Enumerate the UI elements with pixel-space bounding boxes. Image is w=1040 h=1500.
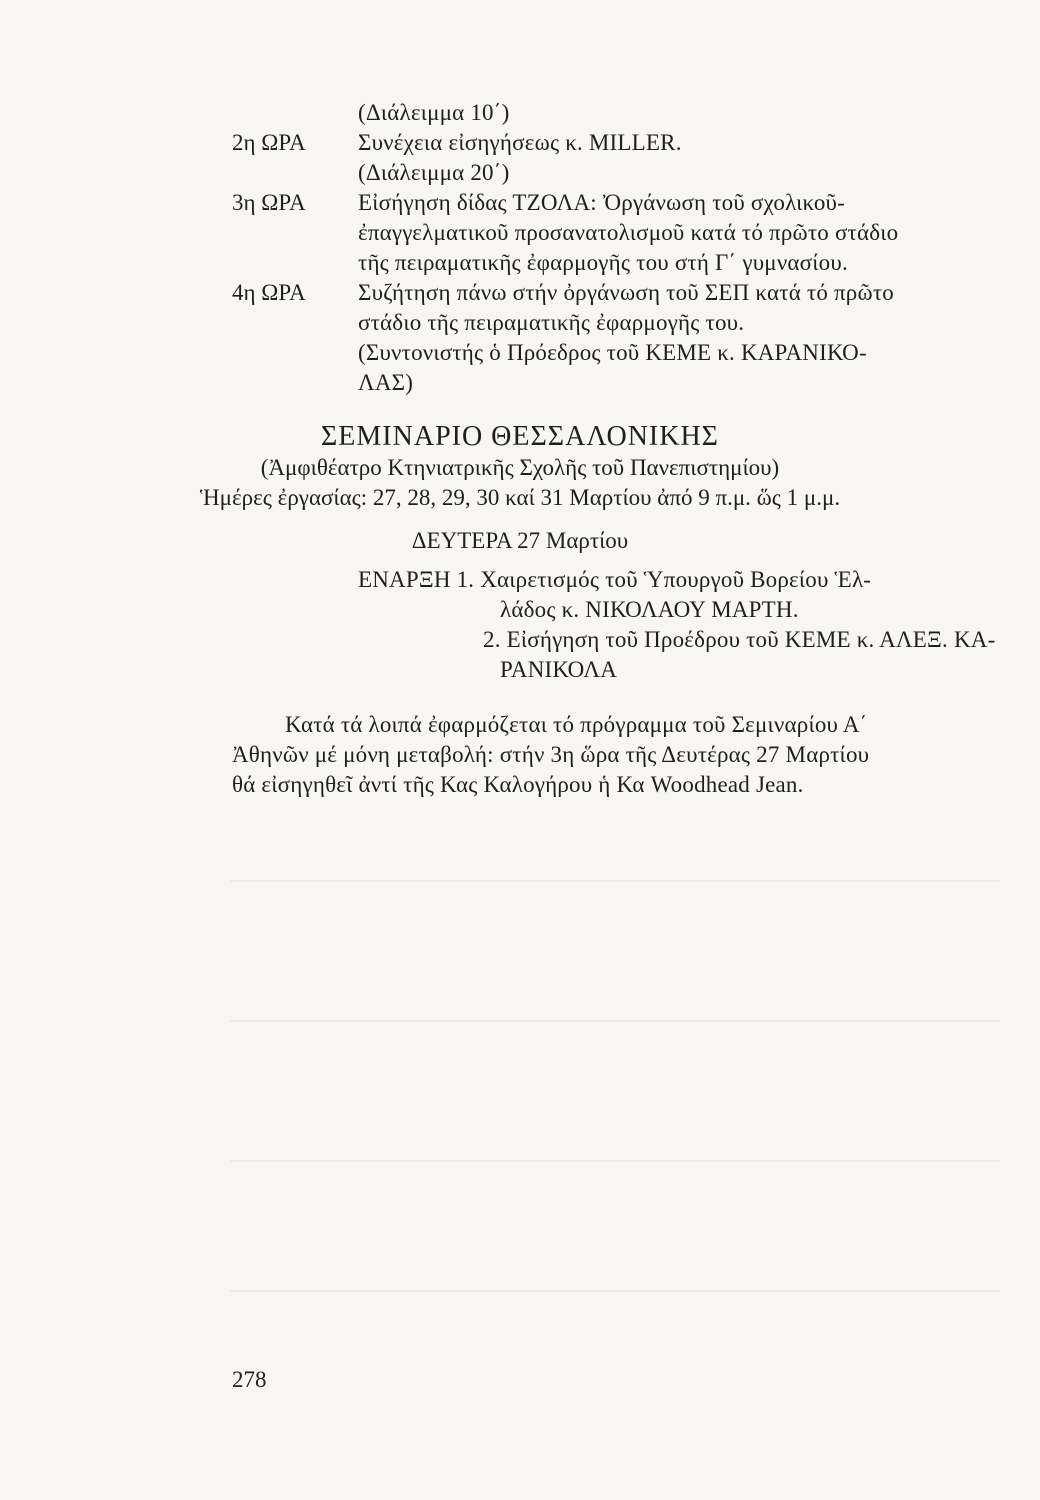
schedule-break-20: (Διάλειμμα 20΄) <box>358 160 510 185</box>
seminar-days: Ἡμέρες ἐργασίας: 27, 28, 29, 30 καί 31 Μαρτίου ἀπό 9 π.μ. ὥς 1 μ.μ. <box>199 485 841 510</box>
schedule-hour-3-text-cont2: τῆς πειραματικῆς ἐφαρμογῆς του στή Γ΄ γυμνασίου. <box>358 250 848 275</box>
opening-item-1: ΕΝΑΡΞΗ 1. Χαιρετισμός τοῦ Ὑπουργοῦ Βορείου Ἑλ- <box>358 567 872 592</box>
note-line-1: Κατά τά λοιπά ἐφαρμόζεται τό πρόγραμμα τοῦ Σεμιναρίου Α΄ <box>285 712 868 737</box>
show-through-texture <box>230 1020 1000 1022</box>
opening-item-2-cont: ΡΑΝΙΚΟΛΑ <box>500 657 618 682</box>
note-line-3: θά εἰσηγηθεῖ ἀντί τῆς Κας Καλογήρου ἡ Κα Woodhead Jean. <box>232 772 804 797</box>
schedule-coordinator-cont: ΛΑΣ) <box>358 370 414 395</box>
seminar-title: ΣΕΜΙΝΑΡΙΟ ΘΕΣΣΑΛΟΝΙΚΗΣ <box>321 421 719 452</box>
show-through-texture <box>230 1160 1000 1162</box>
hour-label-2: 2η ΩΡΑ <box>232 130 306 155</box>
schedule-hour-4-text-cont1: στάδιο τῆς πειραματικῆς ἐφαρμογῆς του. <box>358 310 745 335</box>
opening-item-2: 2. Εἰσήγηση τοῦ Προέδρου τοῦ ΚΕΜΕ κ. ΑΛΕΞ. ΚΑ- <box>483 627 996 652</box>
day-heading: ΔΕΥΤΕΡΑ 27 Μαρτίου <box>411 528 629 553</box>
seminar-venue: (Ἀμφιθέατρο Κτηνιατρικῆς Σχολῆς τοῦ Πανεπιστημίου) <box>260 455 780 480</box>
show-through-texture <box>230 1290 1000 1292</box>
note-line-2: Ἀθηνῶν μέ μόνη μεταβολή: στήν 3η ὥρα τῆς Δευτέρας 27 Μαρτίου <box>232 742 870 767</box>
show-through-texture <box>230 880 1000 882</box>
schedule-hour-3-text-cont1: ἐπαγγελματικοῦ προσανατολισμοῦ κατά τό πρῶτο στάδιο <box>358 220 899 245</box>
schedule-hour-3-text: Εἰσήγηση δίδας ΤΖΟΛΑ: Ὀργάνωση τοῦ σχολικοῦ- <box>358 190 845 215</box>
schedule-break-10: (Διάλειμμα 10΄) <box>358 100 510 125</box>
schedule-hour-4-text: Συζήτηση πάνω στήν ὀργάνωση τοῦ ΣΕΠ κατά τό πρῶτο <box>358 280 894 305</box>
schedule-coordinator: (Συντονιστής ὁ Πρόεδρος τοῦ ΚΕΜΕ κ. ΚΑΡΑΝΙΚΟ- <box>358 340 867 365</box>
hour-label-3: 3η ΩΡΑ <box>232 190 306 215</box>
schedule-hour-2-text: Συνέχεια εἰσηγήσεως κ. MILLER. <box>358 130 682 155</box>
opening-item-1-cont: λάδος κ. ΝΙΚΟΛΑΟΥ ΜΑΡΤΗ. <box>500 597 799 622</box>
page-number: 278 <box>232 1367 267 1392</box>
hour-label-4: 4η ΩΡΑ <box>232 280 306 305</box>
